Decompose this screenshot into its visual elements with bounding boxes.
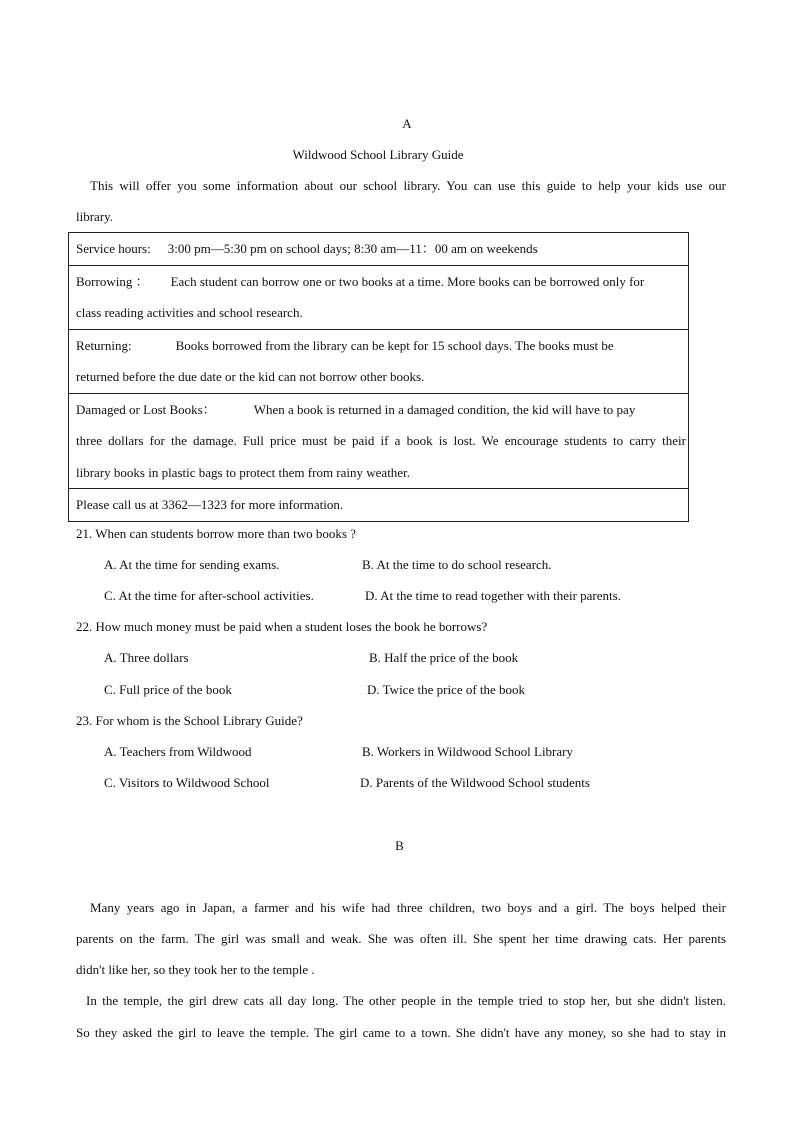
- service-hours-text: 3:00 pm—5:30 pm on school days; 8:30 am—11：00 am on weekends: [167, 241, 538, 256]
- intro-line-2: library.: [76, 209, 114, 224]
- question-22-option-c[interactable]: C. Full price of the book: [104, 682, 232, 697]
- question-23-option-d[interactable]: D. Parents of the Wildwood School students: [360, 775, 590, 790]
- library-guide-table: [68, 232, 689, 522]
- service-hours-label: Service hours:: [76, 241, 151, 256]
- returning-row: [69, 329, 689, 393]
- borrowing-label: Borrowing ：: [76, 273, 149, 289]
- contact-row: [69, 489, 689, 522]
- paragraph-1-line-1: Many years ago in Japan, a farmer and his wife had three children, two boys and a girl. The boys helped their: [90, 900, 726, 915]
- question-22-option-b[interactable]: B. Half the price of the book: [369, 650, 519, 665]
- question-23-option-c[interactable]: C. Visitors to Wildwood School: [104, 775, 270, 790]
- damaged-line-1: When a book is returned in a damaged condition, the kid will have to pay: [253, 401, 636, 417]
- paragraph-2-line-1: In the temple, the girl drew cats all day long. The other people in the temple tried to stop her, but she didn't listen.: [86, 993, 726, 1008]
- question-21-stem: 21. When can students borrow more than two books ?: [76, 526, 356, 541]
- question-23-option-a[interactable]: A. Teachers from Wildwood: [104, 744, 252, 759]
- section-b-heading: B: [395, 838, 404, 853]
- returning-label: Returning:: [76, 337, 132, 353]
- damaged-line-3: library books in plastic bags to protect them from rainy weather.: [76, 464, 410, 480]
- paragraph-1-line-3: didn't like her, so they took her to the temple .: [76, 962, 315, 977]
- contact-text: Please call us at 3362—1323 for more information.: [76, 497, 344, 512]
- damaged-line-2: three dollars for the damage. Full price must be paid if a book is lost. We encourage students to carry their: [76, 433, 686, 448]
- service-hours-row: [69, 233, 689, 266]
- damaged-lost-row: [69, 393, 689, 489]
- question-22-stem: 22. How much money must be paid when a student loses the book he borrows?: [76, 619, 488, 634]
- damaged-label: Damaged or Lost Books：: [76, 401, 216, 417]
- question-23-option-b[interactable]: B. Workers in Wildwood School Library: [362, 744, 573, 759]
- guide-title: Wildwood School Library Guide: [292, 147, 464, 162]
- borrowing-row: [69, 265, 689, 329]
- section-a-heading: A: [402, 116, 412, 131]
- borrowing-line-2: class reading activities and school research.: [76, 305, 303, 320]
- paragraph-1-line-2: parents on the farm. The girl was small and weak. She was often ill. She spent her time drawing cats. Her parents: [76, 931, 726, 946]
- intro-line-1: This will offer you some information about our school library. You can use this guide to help your kids use our: [90, 178, 726, 193]
- question-22-option-a[interactable]: A. Three dollars: [104, 650, 189, 665]
- question-21-option-d[interactable]: D. At the time to read together with their parents.: [365, 588, 621, 603]
- returning-line-2: returned before the due date or the kid can not borrow other books.: [76, 369, 425, 384]
- question-21-option-b[interactable]: B. At the time to do school research.: [362, 557, 552, 572]
- borrowing-line-1: Each student can borrow one or two books at a time. More books can be borrowed only for: [170, 273, 645, 289]
- question-21-option-a[interactable]: A. At the time for sending exams.: [104, 557, 280, 572]
- returning-line-1: Books borrowed from the library can be kept for 15 school days. The books must be: [175, 337, 614, 353]
- question-23-stem: 23. For whom is the School Library Guide?: [76, 713, 303, 728]
- question-21-option-c[interactable]: C. At the time for after-school activities.: [104, 588, 314, 603]
- paragraph-2-line-2: So they asked the girl to leave the temple. The girl came to a town. She didn't have any money, so she had to stay in: [76, 1025, 726, 1040]
- question-22-option-d[interactable]: D. Twice the price of the book: [367, 682, 526, 697]
